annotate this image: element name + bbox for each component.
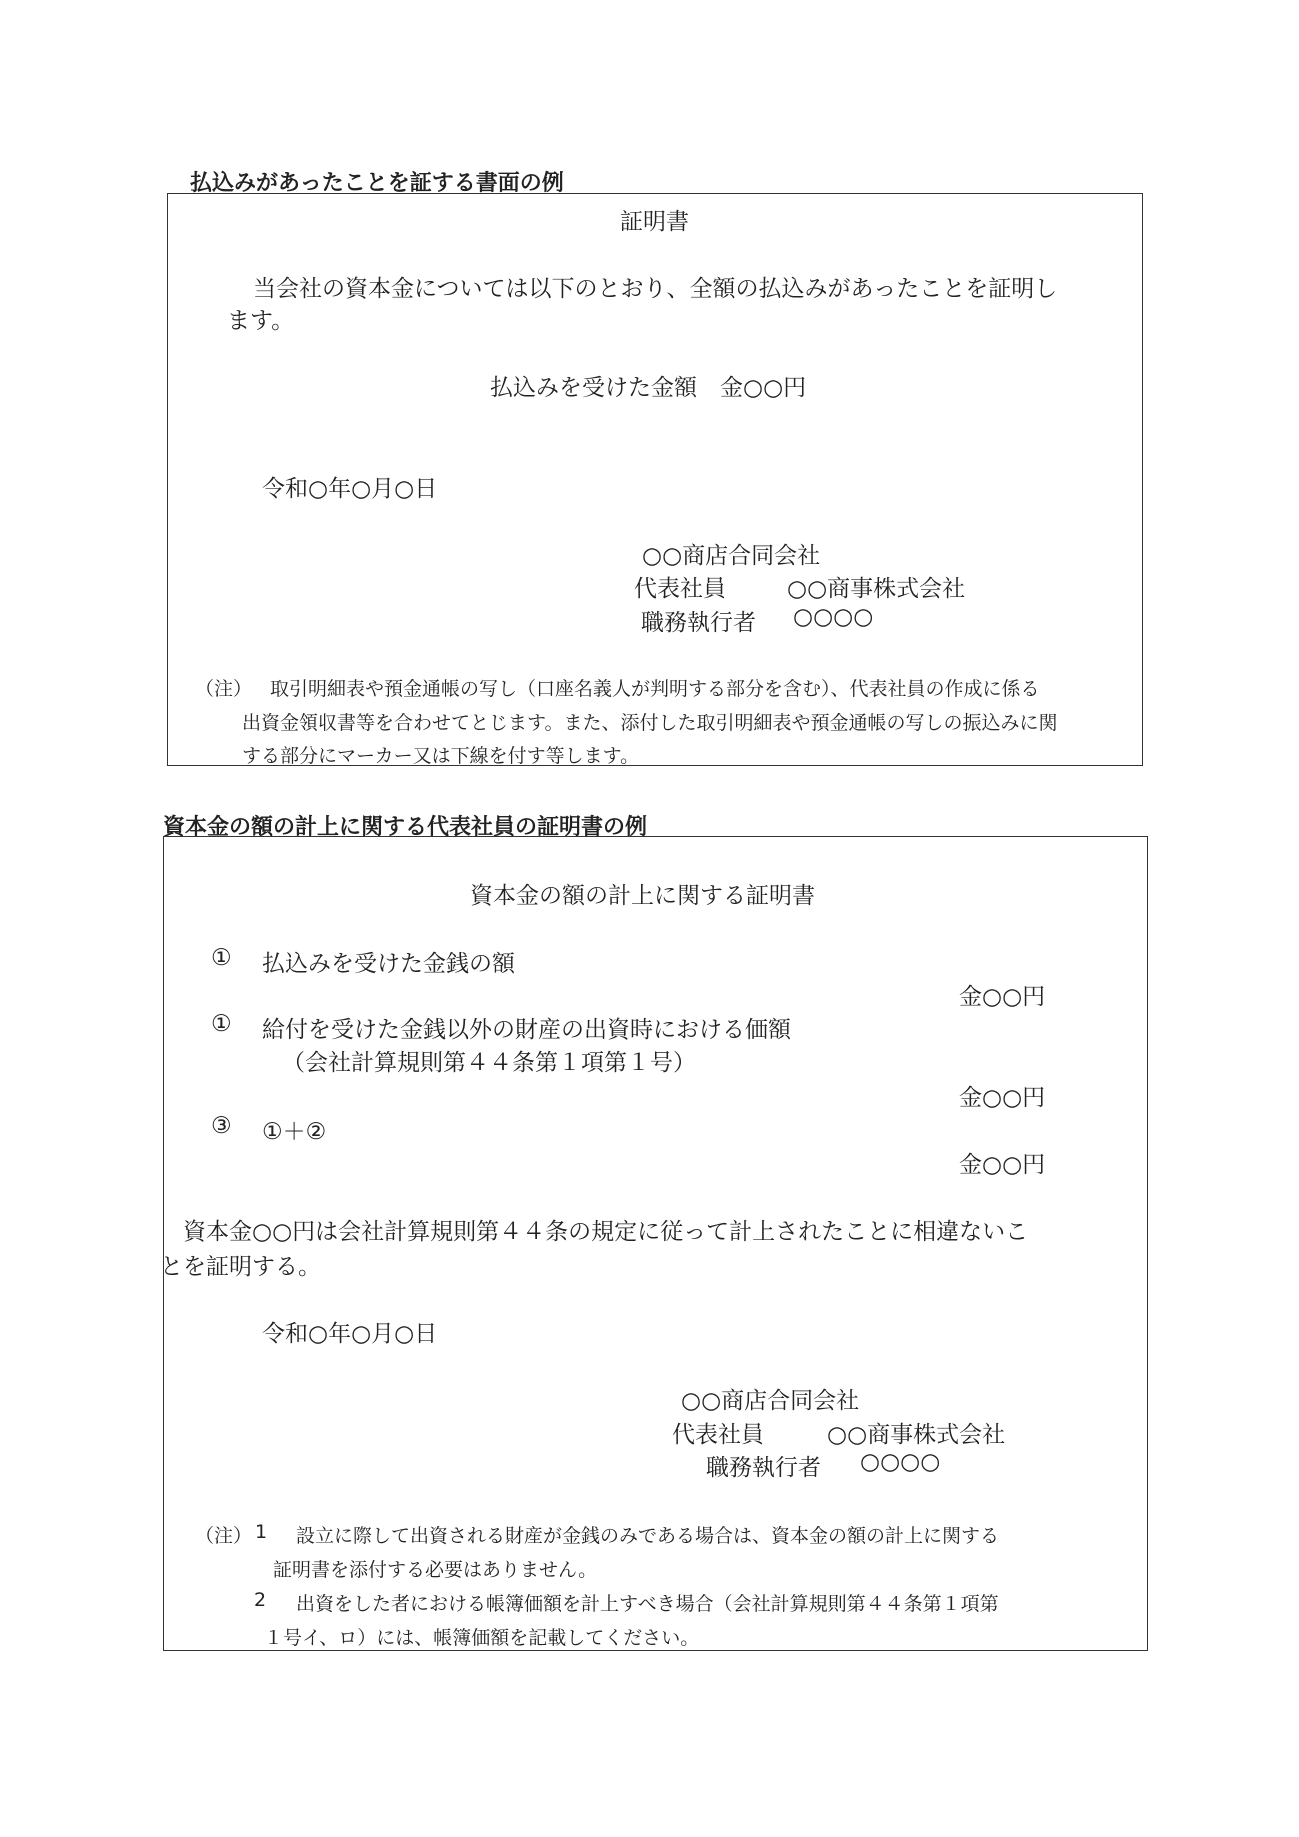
note1-line2: 証明書を添付する必要はありません。: [273, 1559, 598, 1581]
section1-heading: 払込みがあったことを証する書面の例: [190, 171, 564, 196]
section1-representative-label: 代表社員: [634, 576, 726, 602]
item3-number: ③: [211, 1113, 232, 1139]
item3-text: ①＋②: [262, 1119, 327, 1145]
item1-amount: 金○○円: [959, 984, 1046, 1010]
item3-amount: 金○○円: [959, 1152, 1046, 1178]
item1-number: ①: [211, 945, 232, 971]
item2-amount: 金○○円: [959, 1085, 1046, 1111]
note2-line2: １号イ、ロ）には、帳簿価額を記載してください。: [264, 1627, 700, 1649]
section2-heading: 資本金の額の計上に関する代表社員の証明書の例: [163, 815, 648, 840]
note2-line1: 出資をした者における帳簿価額を計上すべき場合（会社計算規則第４４条第１項第: [296, 1593, 999, 1615]
section1-representative-name: ○○商事株式会社: [787, 576, 966, 602]
section1-note-line1: 取引明細表や預金通帳の写し（口座名義人が判明する部分を含む）、代表社員の作成に係る: [270, 678, 1040, 700]
section1-company: ○○商店合同会社: [642, 543, 821, 569]
section2-body-line2: とを証明する。: [160, 1254, 321, 1280]
section1-amount-line: 払込みを受けた金額 金○○円: [490, 375, 807, 401]
section2-note-label: （注）: [195, 1525, 253, 1547]
section1-note-line2: 出資金領収書等を合わせてとじます。また、添付した取引明細表や預金通帳の写しの振込みに関: [242, 712, 1058, 734]
section2-representative-name: ○○商事株式会社: [827, 1422, 1006, 1448]
section2-executor-label: 職務執行者: [706, 1455, 821, 1481]
item2-subtext: （会社計算規則第４４条第１項第１号）: [282, 1050, 696, 1076]
section1-executor-name: ○○○○: [793, 604, 874, 630]
item2-text: 給付を受けた金銭以外の財産の出資時における価額: [262, 1017, 791, 1043]
section1-note-line3: する部分にマーカー又は下線を付す等します。: [242, 745, 640, 767]
section1-executor-label: 職務執行者: [641, 610, 756, 636]
item2-number: ①: [211, 1011, 232, 1037]
item1-text: 払込みを受けた金銭の額: [262, 951, 515, 977]
note2-number: 2: [254, 1589, 267, 1611]
section1-date: 令和○年○月○日: [262, 476, 438, 502]
note1-number: 1: [255, 1521, 268, 1543]
section2-title: 資本金の額の計上に関する証明書: [470, 883, 815, 909]
section2-date: 令和○年○月○日: [262, 1321, 438, 1347]
section1-body-line2: ます。: [227, 308, 295, 334]
section1-body-line1: 当会社の資本金については以下のとおり、全額の払込みがあったことを証明し: [253, 276, 1058, 302]
note1-line1: 設立に際して出資される財産が金銭のみである場合は、資本金の額の計上に関する: [296, 1525, 1000, 1547]
section2-representative-label: 代表社員: [672, 1422, 764, 1448]
section2-body-line1: 資本金○○円は会社計算規則第４４条の規定に従って計上されたことに相違ないこ: [183, 1219, 1029, 1245]
section2-executor-name: ○○○○: [860, 1449, 941, 1475]
section1-note-label: （注）: [195, 678, 253, 700]
section2-company: ○○商店合同会社: [681, 1388, 860, 1414]
section1-title: 証明書: [620, 209, 689, 235]
